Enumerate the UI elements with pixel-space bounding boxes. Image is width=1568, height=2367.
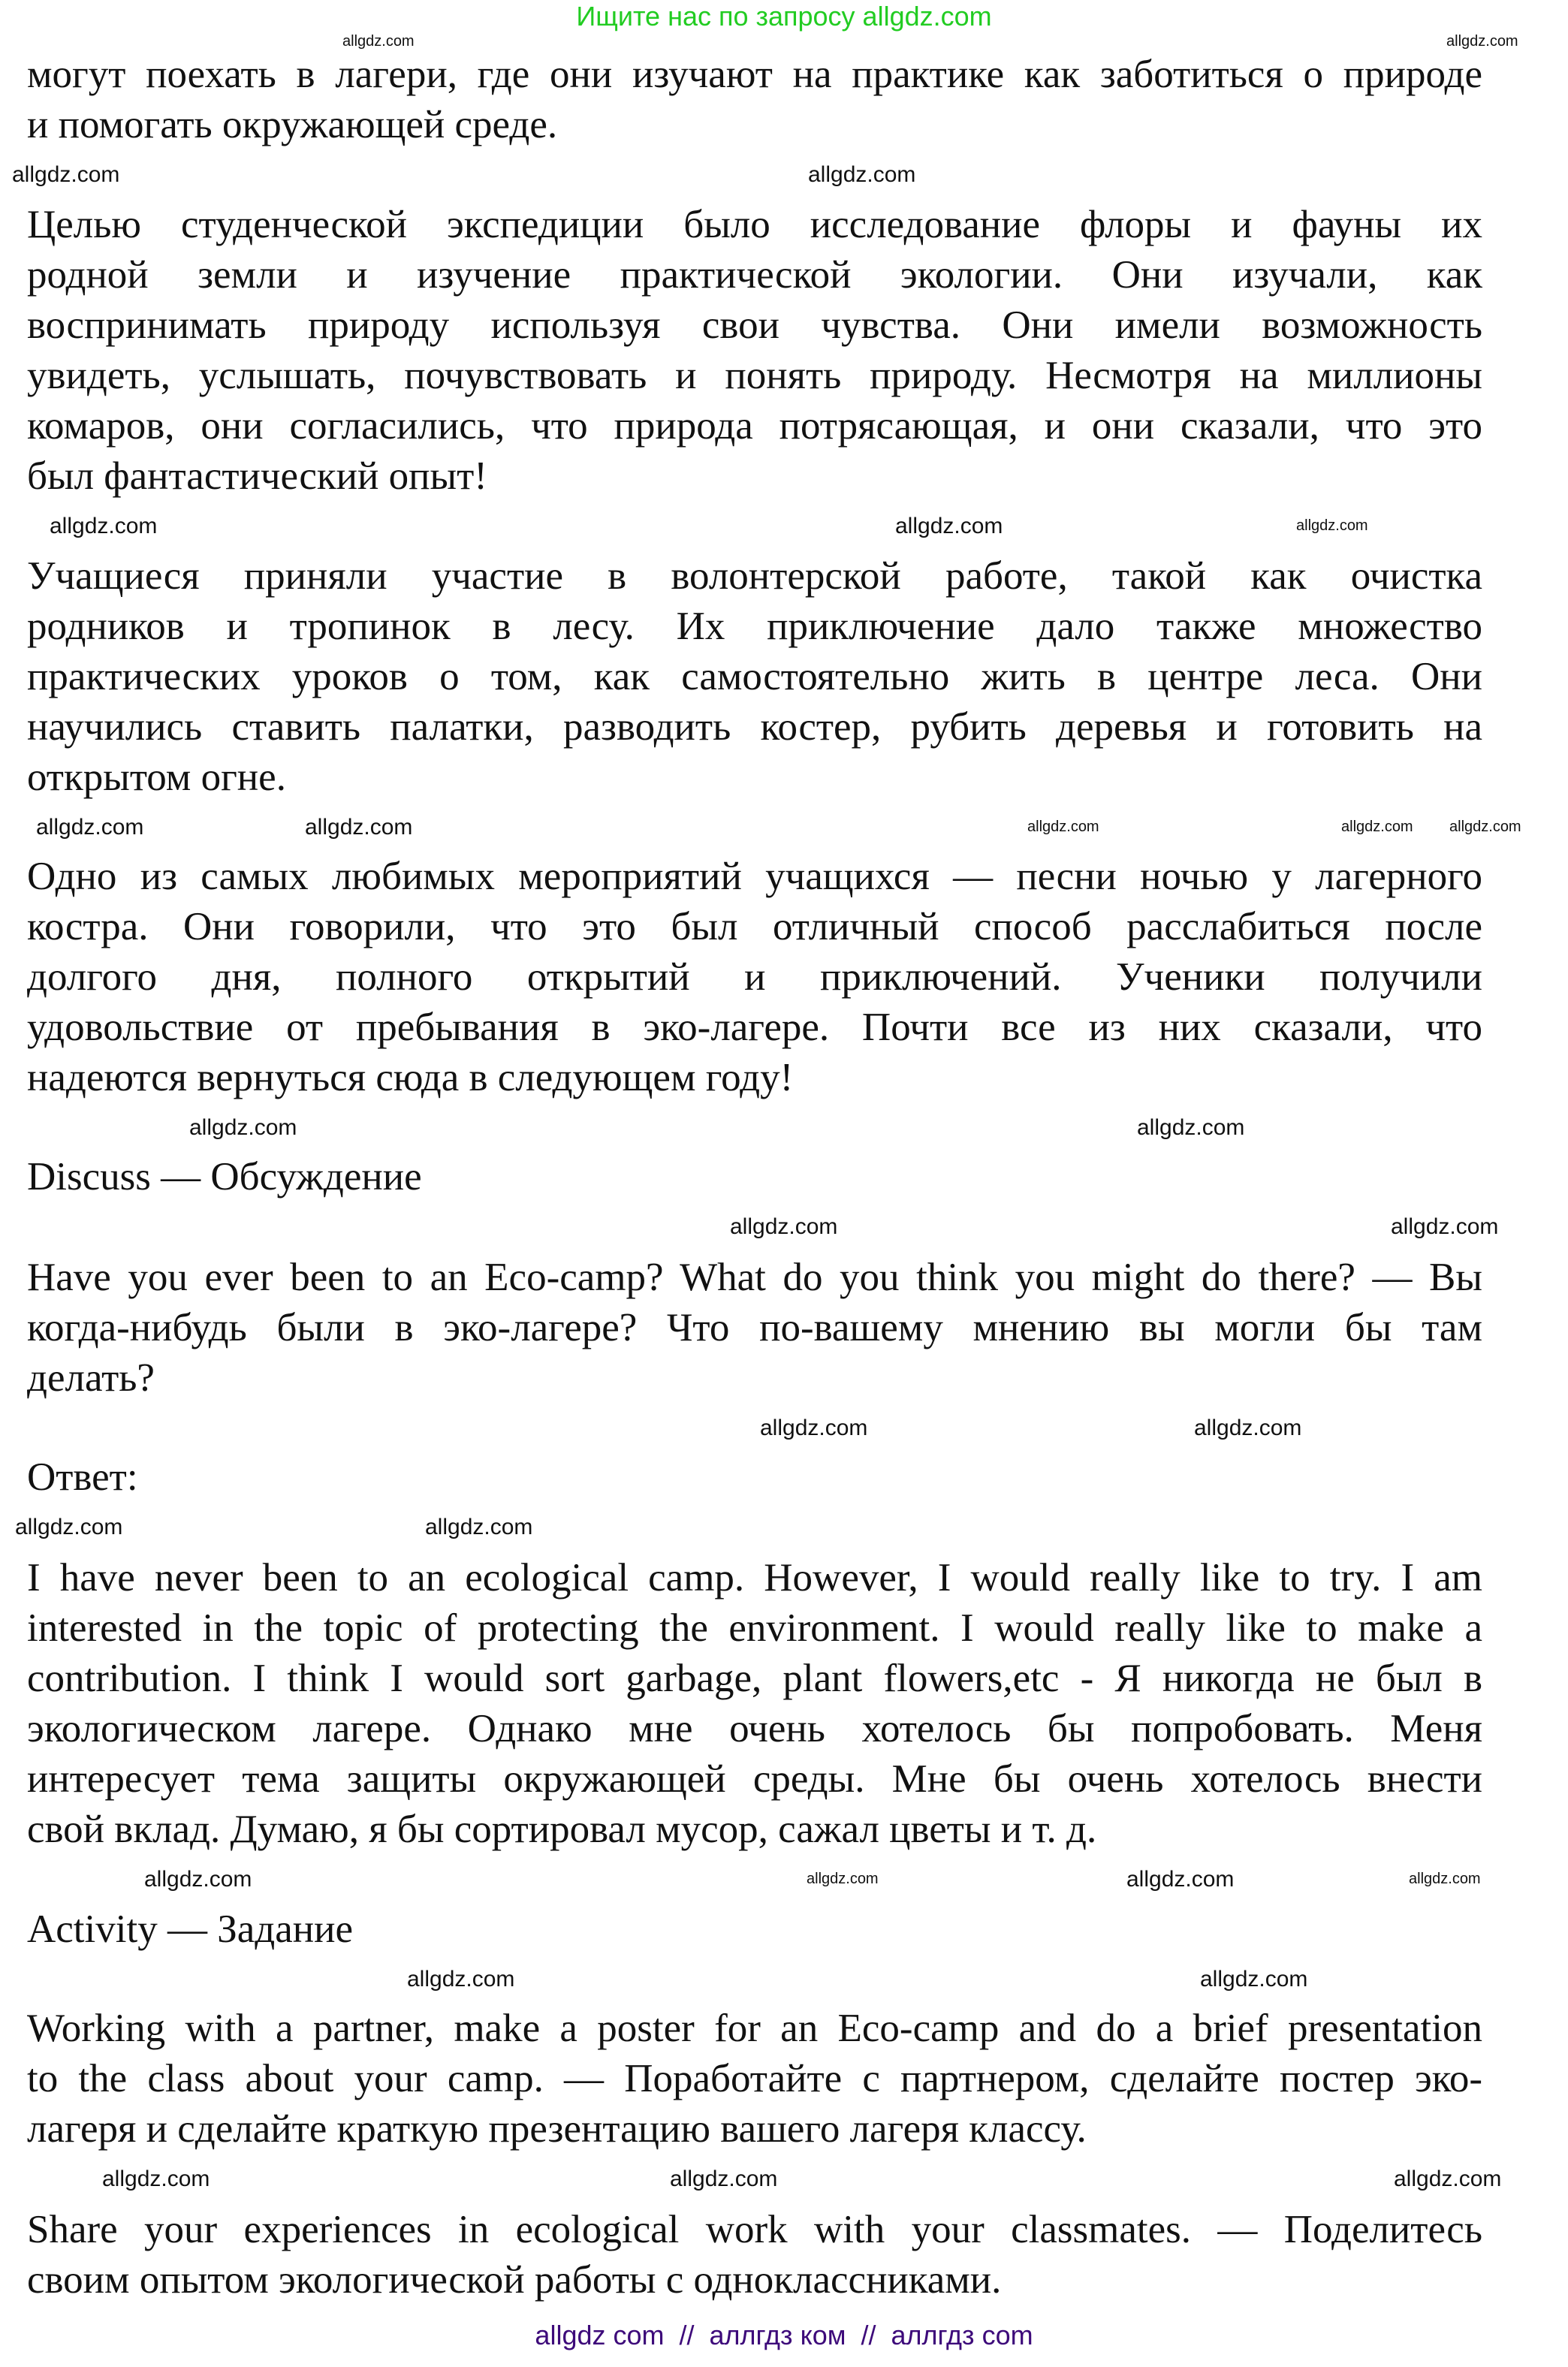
text-line: надеются вернуться сюда в следующем году! [27, 1056, 794, 1099]
text-line: Have you ever been to an Eco-camp? What do you think you might do there? — Вы [27, 1256, 1482, 1299]
watermark: allgdz.com [1194, 1416, 1302, 1440]
watermark: allgdz.com [1394, 2166, 1502, 2191]
text-line: делать? [27, 1356, 155, 1400]
paragraph-campfire [27, 852, 1482, 1103]
text-line: Share your experiences in ecological work with your classmates. — Поделитесь [27, 2208, 1482, 2251]
paragraph-discuss-heading [27, 1152, 1482, 1202]
watermark: allgdz.com [425, 1515, 533, 1539]
text-line: Working with a partner, make a poster for an Eco-camp and do a brief presentation [27, 2007, 1482, 2050]
watermark: allgdz.com [407, 1967, 515, 1992]
paragraph-expedition-goal [27, 200, 1482, 502]
watermark: allgdz.com [50, 514, 158, 538]
paragraph-answer-text [27, 1553, 1482, 1855]
text-line: экологическом лагере. Однако мне очень хотелось бы попробовать. Меня [27, 1707, 1482, 1750]
watermark: allgdz.com [1200, 1967, 1308, 1992]
watermark: allgdz.com [144, 1867, 252, 1892]
watermark: allgdz.com [1137, 1115, 1245, 1140]
text-line: лагеря и сделайте краткую презентацию вашего лагеря классу. [27, 2107, 1087, 2151]
text-line: своим опытом экологической работы с одноклассниками. [27, 2258, 1002, 2302]
text-line: и помогать окружающей среде. [27, 103, 558, 146]
text-line: был фантастический опыт! [27, 454, 487, 498]
watermark: allgdz.com [1126, 1867, 1235, 1892]
text-line: Ответ: [27, 1455, 138, 1499]
text-line: родной земли и изучение практической экологии. Они изучали, как [27, 253, 1482, 297]
text-line: могут поехать в лагери, где они изучают на практике как заботиться о природе [27, 53, 1482, 96]
watermark: allgdz.com [1341, 819, 1413, 835]
watermark: allgdz.com [1296, 517, 1368, 534]
watermark: allgdz.com [1391, 1214, 1499, 1239]
watermark: allgdz.com [808, 162, 916, 187]
text-line: contribution. I think I would sort garbage, plant flowers,etc - Я никогда не был в [27, 1657, 1482, 1700]
text-line: практических уроков о том, как самостоятельно жить в центре леса. Они [27, 655, 1482, 698]
text-line: научились ставить палатки, разводить костер, рубить деревья и готовить на [27, 705, 1482, 749]
text-line: Целью студенческой экспедиции было исследование флоры и фауны их [27, 203, 1482, 246]
watermark: allgdz.com [1409, 1871, 1481, 1887]
watermark: allgdz.com [15, 1515, 123, 1539]
text-line: interested in the topic of protecting the environment. I would really like to make a [27, 1606, 1482, 1650]
text-line: Activity — Задание [27, 1907, 354, 1951]
text-line: интересует тема защиты окружающей среды. Мне бы очень хотелось внести [27, 1757, 1482, 1801]
watermark: allgdz.com [730, 1214, 838, 1239]
paragraph-volunteer-work [27, 551, 1482, 803]
text-line: Discuss — Обсуждение [27, 1155, 422, 1199]
text-line: открытом огне. [27, 755, 286, 799]
text-line: увидеть, услышать, почувствовать и понять природу. Несмотря на миллионы [27, 354, 1482, 397]
paragraph-activity-task-1 [27, 2004, 1482, 2154]
watermark: allgdz.com [1449, 819, 1521, 835]
paragraph-activity-heading [27, 1904, 1482, 1955]
text-line: комаров, они согласились, что природа потрясающая, и они сказали, что это [27, 404, 1482, 448]
watermark: allgdz.com [1446, 33, 1518, 50]
watermark: allgdz.com [36, 815, 144, 840]
text-line: долгого дня, полного открытий и приключений. Ученики получили [27, 955, 1482, 999]
paragraph-answer-label [27, 1452, 1482, 1503]
watermark: allgdz.com [342, 33, 415, 50]
text-line: свой вклад. Думаю, я бы сортировал мусор, сажал цветы и т. д. [27, 1808, 1097, 1851]
watermark: allgdz.com [807, 1871, 879, 1887]
paragraph-intro-end [27, 50, 1482, 150]
watermark: allgdz.com [102, 2166, 210, 2191]
text-line: удовольствие от пребывания в эко-лагере. Почти все из них сказали, что [27, 1006, 1482, 1049]
site-footer: allgdz com // аллгдз ком // аллгдз com [535, 2320, 1033, 2350]
watermark: allgdz.com [189, 1115, 297, 1140]
watermark: allgdz.com [895, 514, 1003, 538]
text-line: родников и тропинок в лесу. Их приключение дало также множество [27, 605, 1482, 648]
text-line: Одно из самых любимых мероприятий учащихся — песни ночью у лагерного [27, 855, 1482, 898]
text-line: воспринимать природу используя свои чувства. Они имели возможность [27, 303, 1482, 347]
paragraph-activity-task-2 [27, 2205, 1482, 2305]
text-line: to the class about your camp. — Поработайте с партнером, сделайте постер эко- [27, 2057, 1482, 2100]
watermark: allgdz.com [760, 1416, 868, 1440]
text-line: костра. Они говорили, что это был отличный способ расслабиться после [27, 905, 1482, 948]
paragraph-discuss-question [27, 1253, 1482, 1404]
text-line: I have never been to an ecological camp. However, I would really like to try. I am [27, 1556, 1482, 1600]
watermark: allgdz.com [670, 2166, 778, 2191]
search-hint-header: Ищите нас по запросу allgdz.com [576, 1, 992, 32]
text-line: когда-нибудь были в эко-лагере? Что по-вашему мнению вы могли бы там [27, 1306, 1482, 1349]
text-line: Учащиеся приняли участие в волонтерской работе, такой как очистка [27, 554, 1482, 598]
watermark: allgdz.com [12, 162, 120, 187]
watermark: allgdz.com [1027, 819, 1099, 835]
watermark: allgdz.com [305, 815, 413, 840]
